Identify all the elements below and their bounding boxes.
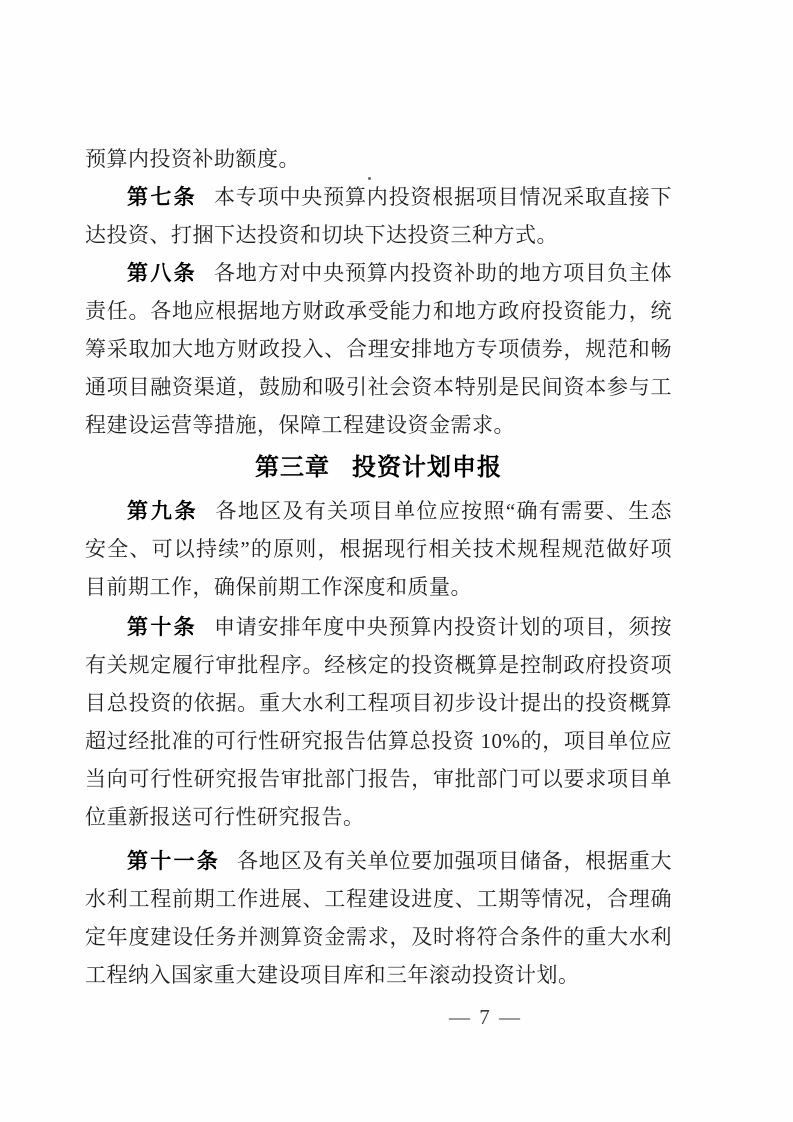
article-9-label: 第九条 <box>127 499 199 523</box>
scan-speck-artifact <box>368 177 371 180</box>
chapter-heading <box>85 449 672 487</box>
article-11-paragraph <box>85 842 672 994</box>
article-7-body: 本专项中央预算内投资根据项目情况采取直接下达投资、打捆下达投资和切块下达投资三种方式。 <box>85 185 673 247</box>
article-10-paragraph <box>85 608 672 836</box>
article-10-body: 申请安排年度中央预算内投资计划的项目，须按有关规定履行审批程序。经核定的投资概算是控制政府投资项目总投资的依据。重大水利工程项目初步设计提出的投资概算超过经批准的可行性研究报告估算总投资 10%的，项目单位应当向可行性研究报告审批部门报告，审批部门可以要求项目单位重新报送可行性研究报告。 <box>85 615 673 829</box>
chapter-title: 投资计划申报 <box>352 455 502 481</box>
continuation-line: 预算内投资补助额度。 <box>85 147 300 171</box>
article-8-paragraph <box>85 254 672 444</box>
chapter-number: 第三章 <box>255 455 330 481</box>
article-7-paragraph <box>85 178 672 254</box>
article-8-label: 第八条 <box>127 261 197 285</box>
article-11-label: 第十一条 <box>127 849 221 873</box>
article-7-label: 第七条 <box>127 185 197 209</box>
page-number: — 7 — <box>449 1005 522 1029</box>
article-10-label: 第十条 <box>127 615 197 639</box>
article-9-body: 各地区及有关项目单位应按照“确有需要、生态安全、可以持续”的原则，根据现行相关技术规程规范做好项目前期工作，确保前期工作深度和质量。 <box>85 499 673 599</box>
article-11-body: 各地区及有关单位要加强项目储备，根据重大水利工程前期工作进展、工程建设进度、工期等情况，合理确定年度建设任务并测算资金需求，及时将符合条件的重大水利工程纳入国家重大建设项目库和三年滚动投资计划。 <box>85 849 673 987</box>
article-8-body: 各地方对中央预算内投资补助的地方项目负主体责任。各地应根据地方财政承受能力和地方政府投资能力，统筹采取加大地方财政投入、合理安排地方专项债券，规范和畅通项目融资渠道，鼓励和吸引社会资本特别是民间资本参与工程建设运营等措施，保障工程建设资金需求。 <box>85 261 673 437</box>
article-9-paragraph <box>85 492 672 606</box>
